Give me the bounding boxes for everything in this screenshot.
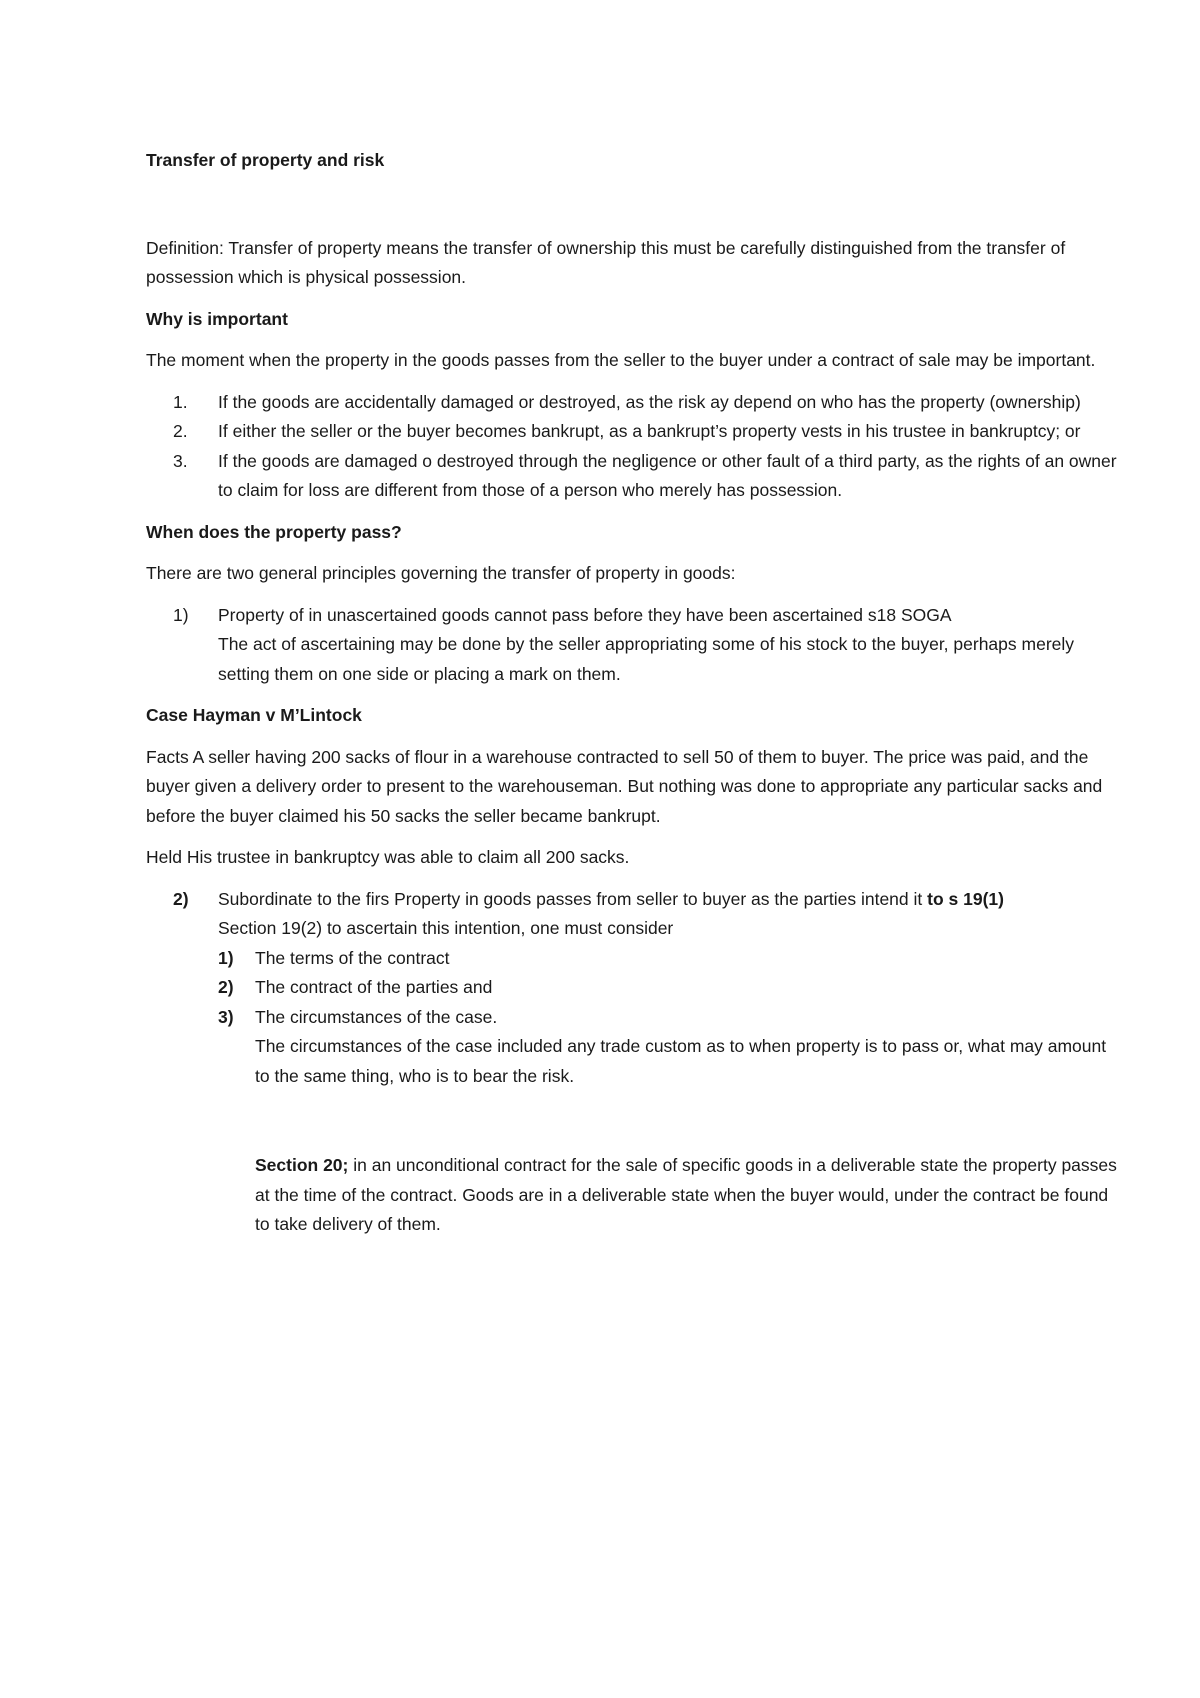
definition-paragraph: Definition: Transfer of property means the transfer of ownership this must be carefully distinguished from the transfer of possession which is physical possession. <box>146 237 1066 287</box>
principle-1 <box>146 601 1120 690</box>
case-heading: Case Hayman v M’Lintock <box>146 705 362 725</box>
principle-2-line1-bold: to s 19(1) <box>927 888 1004 909</box>
when-heading: When does the property pass? <box>146 521 402 542</box>
sub-list-item-number: 3) <box>218 1006 234 1027</box>
list-item-number: 2) <box>173 888 189 909</box>
list-item-number: 1) <box>173 604 189 625</box>
list-item <box>146 447 1120 506</box>
facts-paragraph: Facts A seller having 200 sacks of flour in a warehouse contracted to sell 50 of them to buyer. The price was paid, and the buyer given a delivery order to present to the warehouseman. But nothing was done to appropriate any particular sacks and before the buyer claimed his 50 sacks the seller became bankrupt. <box>146 746 1103 826</box>
list-item-text: If the goods are damaged o destroyed through the negligence or other fault of a third party, as the rights of an owner to claim for loss are different from those of a person who merely has possession. <box>218 450 1117 500</box>
sub-list-item-text: The circumstances of the case. <box>255 1006 498 1027</box>
principle-1-line2: The act of ascertaining may be done by the seller appropriating some of his stock to the buyer, perhaps merely setting them on one side or placing a mark on them. <box>218 634 1075 684</box>
principle-2-sublist <box>218 944 1120 1240</box>
sub-list-continuation: The circumstances of the case included any trade custom as to when property is to pass or, what may amount to the same thing, who is to bear the risk. <box>255 1036 1107 1086</box>
list-item-number: 3. <box>173 450 188 471</box>
section-20-block <box>218 1151 1120 1240</box>
why-list <box>146 388 1120 506</box>
section-20-label: Section 20; <box>255 1155 349 1175</box>
section-20-text: in an unconditional contract for the sale of specific goods in a deliverable state the property passes at the time of the contract. Goods are in a deliverable state when the buyer would, under the contract be found to take delivery of them. <box>255 1155 1117 1234</box>
sub-list-item-text: The terms of the contract <box>255 947 450 968</box>
list-item <box>146 885 1120 1240</box>
list-item <box>146 417 1120 447</box>
principle-1-line1: Property of in unascertained goods cannot pass before they have been ascertained s18 SOGA <box>218 604 952 625</box>
list-item <box>146 601 1120 690</box>
list-item-number: 2. <box>173 421 188 441</box>
why-heading: Why is important <box>146 308 288 329</box>
principle-2 <box>146 885 1120 1240</box>
list-item-number: 1. <box>173 391 188 412</box>
sub-list-item <box>218 944 1120 974</box>
list-item <box>146 388 1120 418</box>
held-paragraph: Held His trustee in bankruptcy was able to claim all 200 sacks. <box>146 847 630 867</box>
sub-list-item <box>218 1003 1120 1092</box>
list-item-text: If the goods are accidentally damaged or destroyed, as the risk ay depend on who has the property (ownership) <box>218 391 1081 412</box>
list-item-text: If either the seller or the buyer becomes bankrupt, as a bankrupt’s property vests in his trustee in bankruptcy; or <box>218 421 1081 441</box>
sub-list-item-number: 1) <box>218 947 234 968</box>
when-paragraph: There are two general principles governing the transfer of property in goods: <box>146 563 736 583</box>
document-title: Transfer of property and risk <box>146 150 385 170</box>
why-paragraph: The moment when the property in the goods passes from the seller to the buyer under a contract of sale may be important. <box>146 350 1096 370</box>
spacer <box>218 1091 1120 1151</box>
sub-list-item <box>218 973 1120 1003</box>
principle-2-line1: Subordinate to the firs Property in goods passes from seller to buyer as the parties intend it <box>218 888 923 909</box>
principle-2-line2: Section 19(2) to ascertain this intention, one must consider <box>218 918 674 938</box>
sub-list-item-text: The contract of the parties and <box>255 977 493 997</box>
sub-list-item-number: 2) <box>218 977 234 997</box>
